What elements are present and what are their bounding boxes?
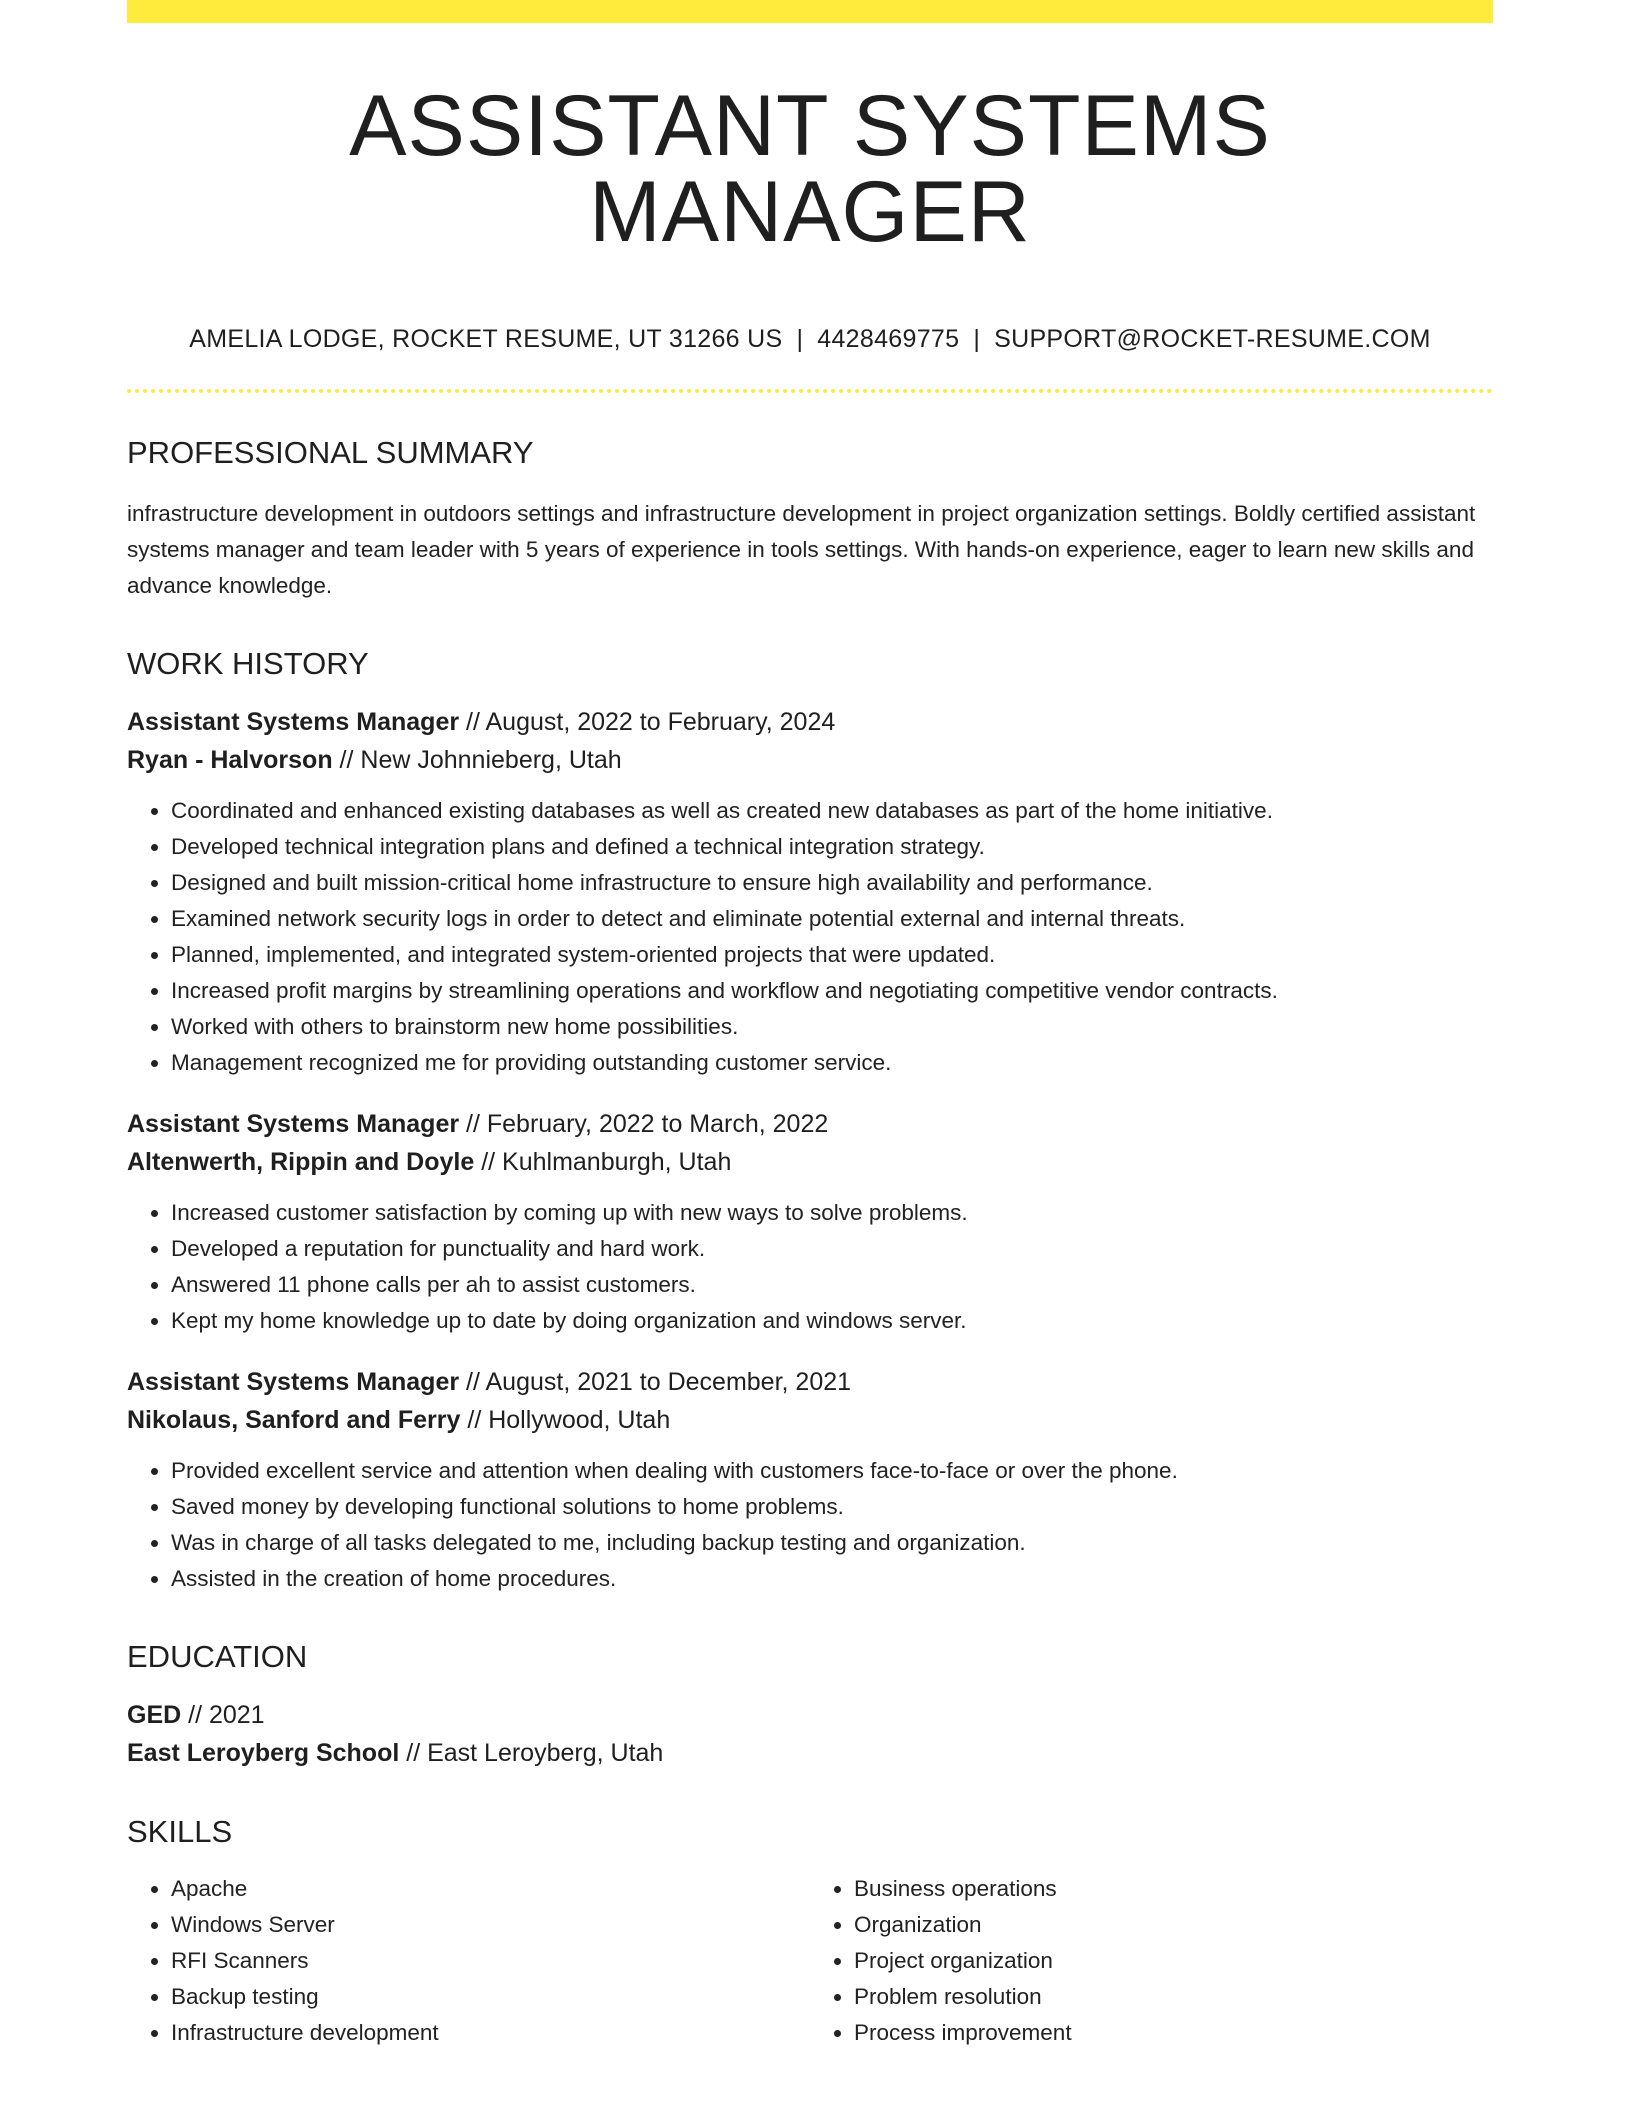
skill-item: • Project organization	[854, 1943, 1493, 1979]
skill-item: • Process improvement	[854, 2015, 1493, 2051]
resume-page	[127, 0, 1493, 2051]
skills-columns	[127, 1871, 1493, 2051]
skills-heading: SKILLS	[127, 1814, 233, 1849]
resume-title: ASSISTANT SYSTEMS MANAGER	[349, 78, 1271, 260]
summary-text: infrastructure development in outdoors settings and infrastructure development in project organization settings. Boldly certified assistant systems manager and team leader with 5 years of experience in tools settings. With hands-on experience, eager to learn new skills and advance knowledge.	[127, 501, 1476, 598]
education-school: East Leroyberg School	[127, 1739, 400, 1767]
job-bullet-item: • Assisted in the creation of home procedures.	[171, 1561, 1493, 1597]
education-degree-line	[127, 1696, 1493, 1734]
contact-address: AMELIA LODGE, ROCKET RESUME, UT 31266 US	[189, 325, 783, 353]
education-heading: EDUCATION	[127, 1639, 308, 1674]
job-title: Assistant Systems Manager	[127, 1368, 460, 1396]
job-title: Assistant Systems Manager	[127, 1110, 460, 1138]
contact-separator: |	[973, 325, 981, 353]
job-company: Altenwerth, Rippin and Doyle	[127, 1148, 475, 1176]
job-company-line	[127, 1143, 1493, 1181]
job-bullet-item: • Answered 11 phone calls per ah to assist customers.	[171, 1267, 1493, 1303]
education-location: // East Leroyberg, Utah	[399, 1739, 664, 1767]
job-bullets	[127, 1453, 1493, 1597]
job-company: Ryan - Halvorson	[127, 746, 333, 774]
skill-item: • Apache	[171, 1871, 810, 1907]
job-bullets	[127, 793, 1493, 1081]
job-bullet-item: • Was in charge of all tasks delegated to me, including backup testing and organization.	[171, 1525, 1493, 1561]
job-entry	[127, 1105, 1493, 1339]
job-company: Nikolaus, Sanford and Ferry	[127, 1406, 461, 1434]
job-entry	[127, 1363, 1493, 1597]
summary-heading: PROFESSIONAL SUMMARY	[127, 435, 534, 470]
contact-line	[127, 325, 1493, 354]
education-year: // 2021	[181, 1701, 265, 1729]
skills-left-list	[127, 1871, 810, 2051]
skill-item: • RFI Scanners	[171, 1943, 810, 1979]
job-bullet-item: • Developed technical integration plans and defined a technical integration strategy.	[171, 829, 1493, 865]
skill-item: • Organization	[854, 1907, 1493, 1943]
job-bullets	[127, 1195, 1493, 1339]
job-bullet-item: • Planned, implemented, and integrated system-oriented projects that were updated.	[171, 937, 1493, 973]
job-bullet-item: • Management recognized me for providing outstanding customer service.	[171, 1045, 1493, 1081]
dotted-divider	[127, 389, 1493, 393]
job-title-line	[127, 703, 1493, 741]
job-bullet-item: • Coordinated and enhanced existing databases as well as created new databases as part of the home initiative.	[171, 793, 1493, 829]
skill-item: • Problem resolution	[854, 1979, 1493, 2015]
skill-item: • Business operations	[854, 1871, 1493, 1907]
job-location: // Kuhlmanburgh, Utah	[474, 1148, 732, 1176]
contact-phone: 4428469775	[817, 325, 960, 353]
skill-item: • Infrastructure development	[171, 2015, 810, 2051]
education-school-line	[127, 1734, 1493, 1772]
contact-separator: |	[796, 325, 804, 353]
job-company-line	[127, 1401, 1493, 1439]
job-dates: // August, 2021 to December, 2021	[459, 1368, 852, 1396]
job-location: // New Johnnieberg, Utah	[332, 746, 622, 774]
job-bullet-item: • Developed a reputation for punctuality and hard work.	[171, 1231, 1493, 1267]
work-history-heading: WORK HISTORY	[127, 646, 369, 681]
job-title-line	[127, 1105, 1493, 1143]
contact-email: SUPPORT@ROCKET-RESUME.COM	[994, 325, 1431, 353]
job-bullet-item: • Designed and built mission-critical home infrastructure to ensure high availability and performance.	[171, 865, 1493, 901]
job-bullet-item: • Saved money by developing functional solutions to home problems.	[171, 1489, 1493, 1525]
job-entry	[127, 703, 1493, 1081]
job-bullet-item: • Worked with others to brainstorm new home possibilities.	[171, 1009, 1493, 1045]
skills-right-list	[810, 1871, 1493, 2051]
job-bullet-item: • Increased profit margins by streamlining operations and workflow and negotiating competitive vendor contracts.	[171, 973, 1493, 1009]
accent-bar	[127, 0, 1493, 23]
job-title-line	[127, 1363, 1493, 1401]
work-history-list	[127, 703, 1493, 1597]
job-dates: // February, 2022 to March, 2022	[459, 1110, 829, 1138]
job-title: Assistant Systems Manager	[127, 708, 460, 736]
job-bullet-item: • Examined network security logs in order to detect and eliminate potential external and internal threats.	[171, 901, 1493, 937]
job-bullet-item: • Kept my home knowledge up to date by doing organization and windows server.	[171, 1303, 1493, 1339]
job-company-line	[127, 741, 1493, 779]
education-degree: GED	[127, 1701, 182, 1729]
job-bullet-item: • Increased customer satisfaction by coming up with new ways to solve problems.	[171, 1195, 1493, 1231]
education-entry	[127, 1696, 1493, 1772]
job-bullet-item: • Provided excellent service and attention when dealing with customers face-to-face or over the phone.	[171, 1453, 1493, 1489]
skill-item: • Backup testing	[171, 1979, 810, 2015]
skill-item: • Windows Server	[171, 1907, 810, 1943]
job-location: // Hollywood, Utah	[460, 1406, 671, 1434]
job-dates: // August, 2022 to February, 2024	[459, 708, 836, 736]
